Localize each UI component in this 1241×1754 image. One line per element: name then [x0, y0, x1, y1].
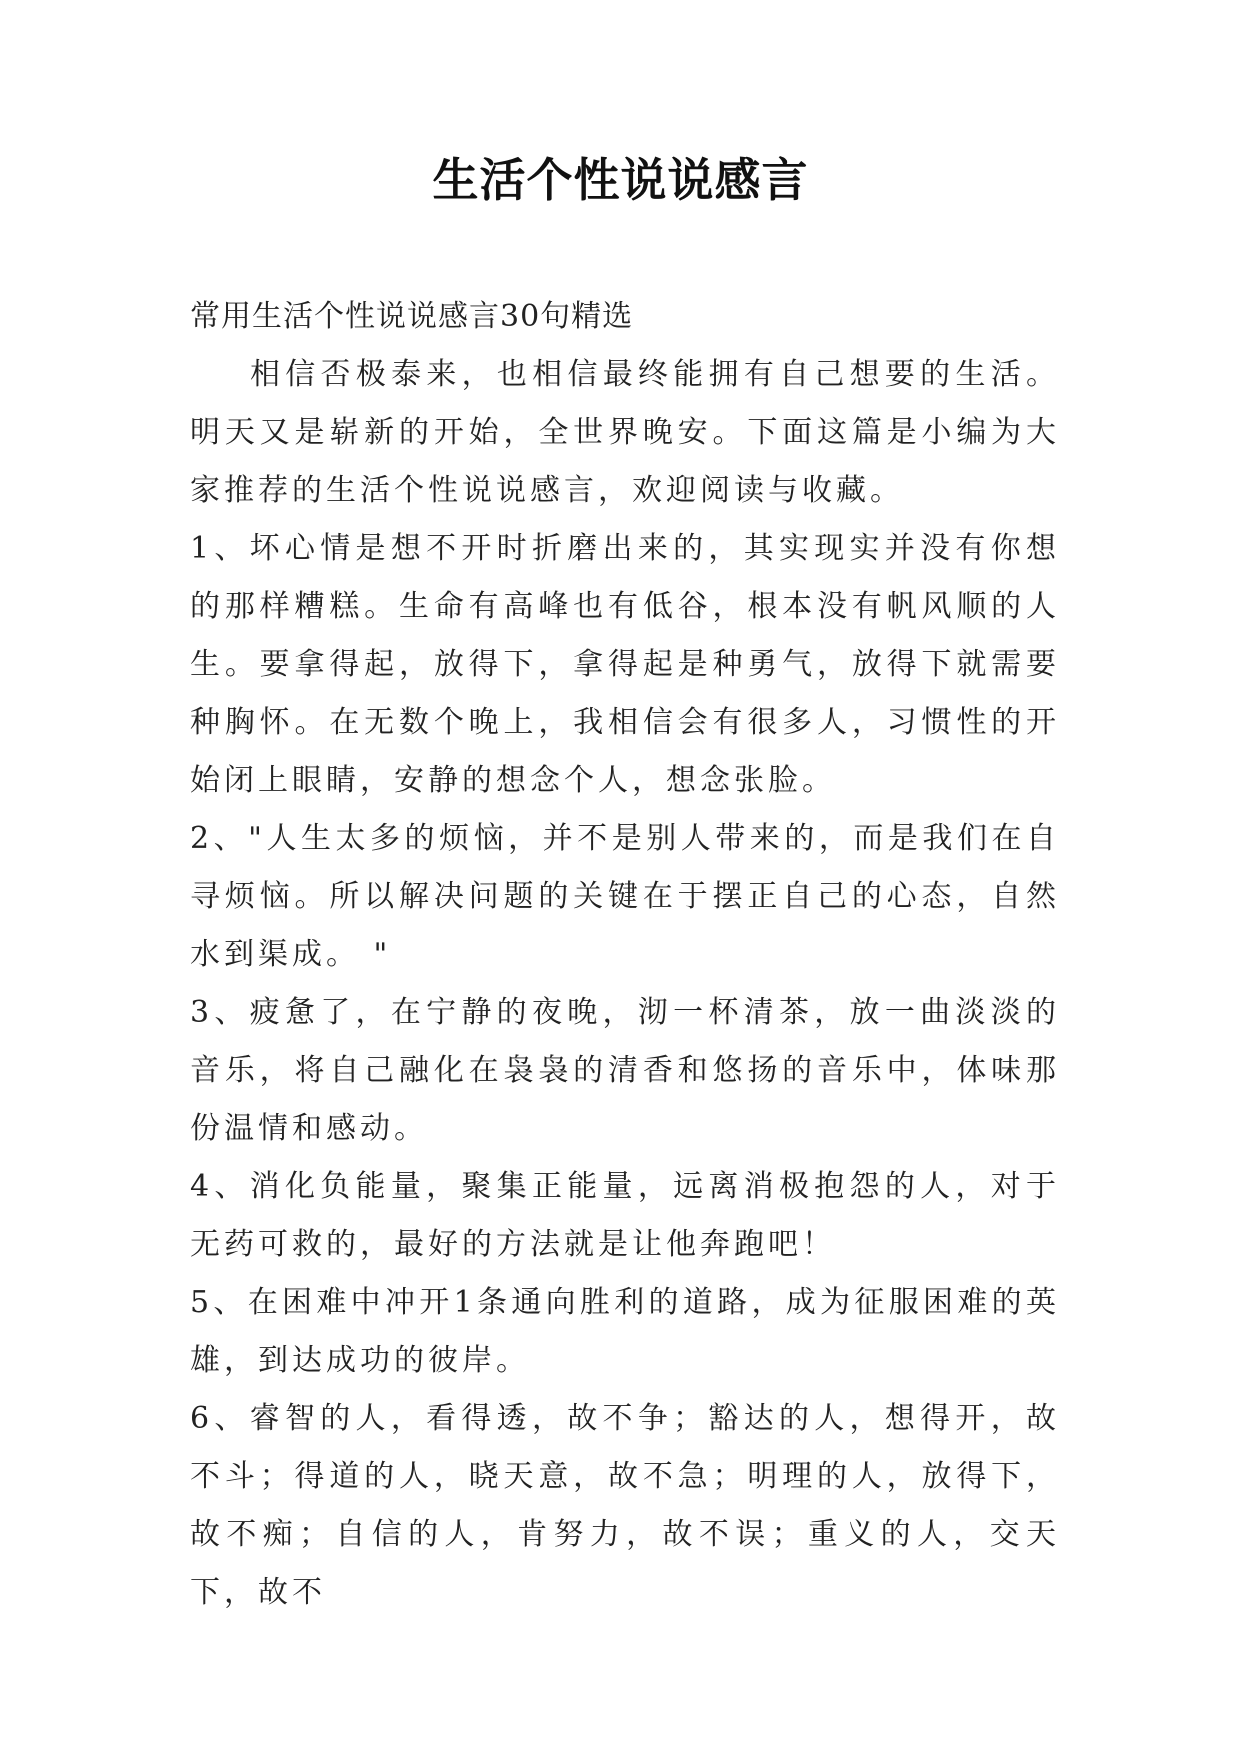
list-item: 4、消化负能量，聚集正能量，远离消极抱怨的人，对于无药可救的，最好的方法就是让他奔跑吧！	[190, 1169, 1060, 1262]
document-body	[190, 288, 1060, 1622]
list-item: 2、"人生太多的烦恼，并不是别人带来的，而是我们在自寻烦恼。所以解决问题的关键在于摆正自己的心态，自然水到渠成。 "	[190, 821, 1060, 972]
document-subtitle: 常用生活个性说说感言30句精选	[190, 299, 634, 334]
list-item: 1、坏心情是想不开时折磨出来的，其实现实并没有你想的那样糟糕。生命有高峰也有低谷，根本没有帆风顺的人生。要拿得起，放得下，拿得起是种勇气，放得下就需要种胸怀。在无数个晚上，我相信会有很多人，习惯性的开始闭上眼睛，安静的想念个人，想念张脸。	[190, 531, 1060, 798]
list-item: 3、疲惫了，在宁静的夜晚，沏一杯清茶，放一曲淡淡的音乐，将自己融化在袅袅的清香和悠扬的音乐中，体味那份温情和感动。	[190, 995, 1060, 1146]
list-item: 5、在困难中冲开1条通向胜利的道路，成为征服困难的英雄，到达成功的彼岸。	[190, 1285, 1060, 1378]
list-item: 6、睿智的人，看得透，故不争；豁达的人，想得开，故不斗；得道的人，晓天意，故不急；明理的人，放得下，故不痴；自信的人，肯努力，故不误；重义的人，交天下，故不	[190, 1401, 1060, 1610]
document-title: 生活个性说说感言	[432, 153, 809, 207]
intro-paragraph: 相信否极泰来，也相信最终能拥有自己想要的生活。明天又是崭新的开始，全世界晚安。下面这篇是小编为大家推荐的生活个性说说感言，欢迎阅读与收藏。	[190, 357, 1060, 508]
